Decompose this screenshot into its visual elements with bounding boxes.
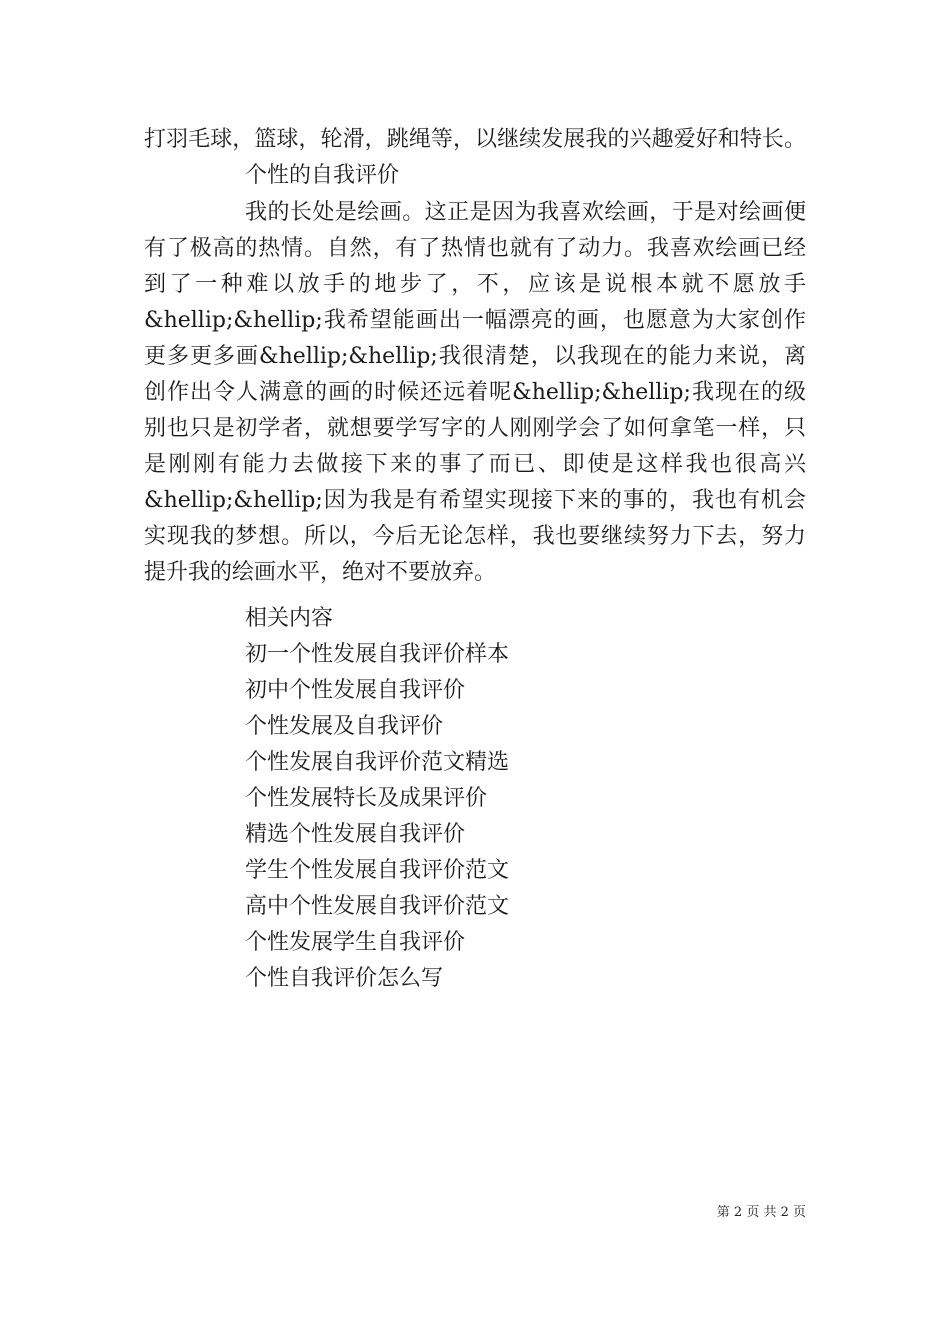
page-number: 第 2 页 共 2 页 bbox=[716, 1205, 806, 1220]
related-link[interactable]: 初中个性发展自我评价 bbox=[245, 678, 466, 703]
related-link[interactable]: 个性发展特长及成果评价 bbox=[245, 786, 488, 811]
related-heading: 相关内容 bbox=[245, 606, 334, 631]
related-link[interactable]: 个性发展及自我评价 bbox=[245, 714, 444, 739]
paragraph-line: 创作出令人满意的画的时候还远着呢&hellip;&hellip;我现在的级 bbox=[144, 380, 806, 405]
paragraph-line: 我的长处是绘画。这正是因为我喜欢绘画，于是对绘画便 bbox=[245, 200, 806, 225]
paragraph-line: 有了极高的热情。自然，有了热情也就有了动力。我喜欢绘画已经 bbox=[144, 236, 806, 261]
paragraph-line: 提升我的绘画水平，绝对不要放弃。 bbox=[144, 560, 497, 585]
paragraph-line: 到了一种难以放手的地步了，不，应该是说根本就不愿放手 bbox=[144, 272, 806, 297]
paragraph-line: 打羽毛球，篮球，轮滑，跳绳等，以继续发展我的兴趣爱好和特长。 bbox=[144, 127, 806, 152]
paragraph-line: 实现我的梦想。所以，今后无论怎样，我也要继续努力下去，努力 bbox=[144, 524, 806, 549]
related-link[interactable]: 个性自我评价怎么写 bbox=[245, 966, 444, 991]
paragraph-line: 别也只是初学者，就想要学写字的人刚刚学会了如何拿笔一样，只 bbox=[144, 416, 806, 441]
paragraph-line: 是刚刚有能力去做接下来的事了而已、即使是这样我也很高兴 bbox=[144, 452, 806, 477]
related-link[interactable]: 个性发展自我评价范文精选 bbox=[245, 750, 510, 775]
related-link[interactable]: 初一个性发展自我评价样本 bbox=[245, 642, 510, 667]
related-link[interactable]: 高中个性发展自我评价范文 bbox=[245, 894, 510, 919]
section-heading: 个性的自我评价 bbox=[245, 163, 400, 188]
paragraph-line: &hellip;&hellip;我希望能画出一幅漂亮的画，也愿意为大家创作 bbox=[144, 308, 806, 333]
related-link[interactable]: 个性发展学生自我评价 bbox=[245, 930, 466, 955]
related-link[interactable]: 精选个性发展自我评价 bbox=[245, 822, 466, 847]
paragraph-line: &hellip;&hellip;因为我是有希望实现接下来的事的，我也有机会 bbox=[144, 488, 806, 513]
paragraph-line: 更多更多画&hellip;&hellip;我很清楚，以我现在的能力来说，离 bbox=[144, 344, 806, 369]
related-link[interactable]: 学生个性发展自我评价范文 bbox=[245, 858, 510, 883]
